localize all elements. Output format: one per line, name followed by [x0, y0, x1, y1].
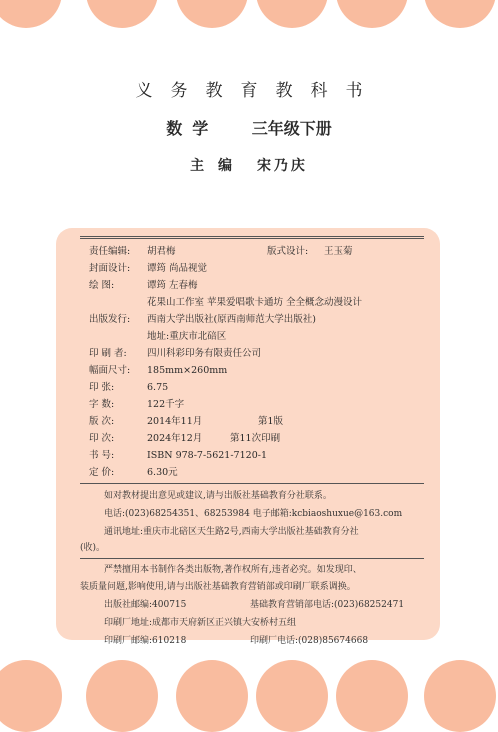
- credit-label: 印 刷 者:: [89, 348, 127, 359]
- credit-value: 四川科彩印务有限责任公司: [147, 348, 262, 359]
- scallop-circle: [0, 0, 62, 28]
- credit-label: 幅面尺寸:: [89, 365, 131, 376]
- credit-value: 谭筠 尚品视觉: [147, 263, 208, 274]
- credit-label: 版 次:: [89, 416, 115, 427]
- publisher-zip: 出版社邮编:400715: [104, 600, 187, 610]
- credit-label: 书 号:: [89, 450, 115, 461]
- scallop-circle: [0, 660, 62, 732]
- credit-value: 185mm×260mm: [147, 365, 228, 376]
- credit-label: 定 价:: [89, 467, 115, 478]
- scallop-circle: [424, 660, 496, 732]
- top-divider: [80, 236, 424, 239]
- editor-label: 主编: [190, 158, 247, 174]
- scallop-circle: [256, 0, 328, 28]
- credit-extra-value: 第1版: [258, 416, 284, 427]
- scallop-circle: [336, 660, 408, 732]
- scallop-circle: [256, 660, 328, 732]
- divider: [80, 558, 424, 559]
- editor-name: 宋乃庆: [256, 158, 308, 174]
- credit-value: 2014年11月: [147, 416, 203, 427]
- piracy-warning: 严禁擅用本书制作各类出版物,著作权所有,违者必究。如发现印、: [104, 565, 362, 575]
- series-title: 义务教育教科书: [135, 81, 381, 101]
- credit-value: 谭筠 左春梅: [147, 280, 198, 291]
- grade-title: 三年级下册: [251, 119, 332, 138]
- credit-label: 字 数:: [89, 399, 115, 410]
- credit-value: 花果山工作室 苹果爱唱歌卡通坊 全全概念动漫设计: [147, 297, 363, 308]
- chief-editor: [0, 155, 498, 175]
- credit-value: ISBN 978-7-5621-7120-1: [147, 450, 267, 461]
- scallop-circle: [86, 0, 158, 28]
- credit-label: 出版发行:: [89, 314, 131, 325]
- credit-value: 西南大学出版社(原西南师范大学出版社): [147, 314, 316, 325]
- feedback-address-end: (收)。: [80, 543, 106, 553]
- credit-extra-value: 王玉菊: [324, 246, 353, 257]
- subject-title: 数学: [166, 119, 219, 138]
- printer-zip: 印刷厂邮编:610218: [104, 636, 187, 646]
- scallop-circle: [86, 660, 158, 732]
- marketing-phone: 基础教育营销部电话:(023)68252471: [250, 600, 405, 610]
- scallop-circle: [176, 660, 248, 732]
- credit-extra-label: 版式设计:: [267, 246, 309, 257]
- credit-value: 胡君梅: [147, 246, 176, 257]
- credit-extra-value: 第11次印刷: [230, 433, 281, 444]
- divider: [80, 483, 424, 484]
- credit-value: 6.75: [147, 382, 169, 393]
- scallop-circle: [424, 0, 496, 28]
- printer-address: 印刷厂地址:成都市天府新区正兴镇大安桥村五组: [104, 618, 297, 628]
- credit-label: 印 张:: [89, 382, 115, 393]
- printer-phone: 印刷厂电话:(028)85674668: [250, 636, 369, 646]
- scallop-circle: [176, 0, 248, 28]
- credit-label: 绘 图:: [89, 280, 115, 291]
- scallop-circle: [336, 0, 408, 28]
- credit-label: 印 次:: [89, 433, 115, 444]
- piracy-warning-cont: 装质量问题,影响使用,请与出版社基础教育营销部或印刷厂联系调换。: [80, 582, 356, 592]
- feedback-text: 如对教材提出意见或建议,请与出版社基础教育分社联系。: [104, 491, 332, 501]
- credit-label: 责任编辑:: [89, 246, 131, 257]
- book-title: [0, 116, 498, 139]
- credit-value: 地址:重庆市北碚区: [147, 331, 227, 342]
- credit-value: 2024年12月: [147, 433, 203, 444]
- feedback-contact: 电话:(023)68254351、68253984 电子邮箱:kcbiaoshuxue@163.com: [104, 509, 403, 519]
- credit-label: 封面设计:: [89, 263, 131, 274]
- credit-value: 122千字: [147, 399, 185, 410]
- feedback-address: 通讯地址:重庆市北碚区天生路2号,西南大学出版社基础教育分社: [104, 527, 359, 537]
- credit-value: 6.30元: [147, 467, 178, 478]
